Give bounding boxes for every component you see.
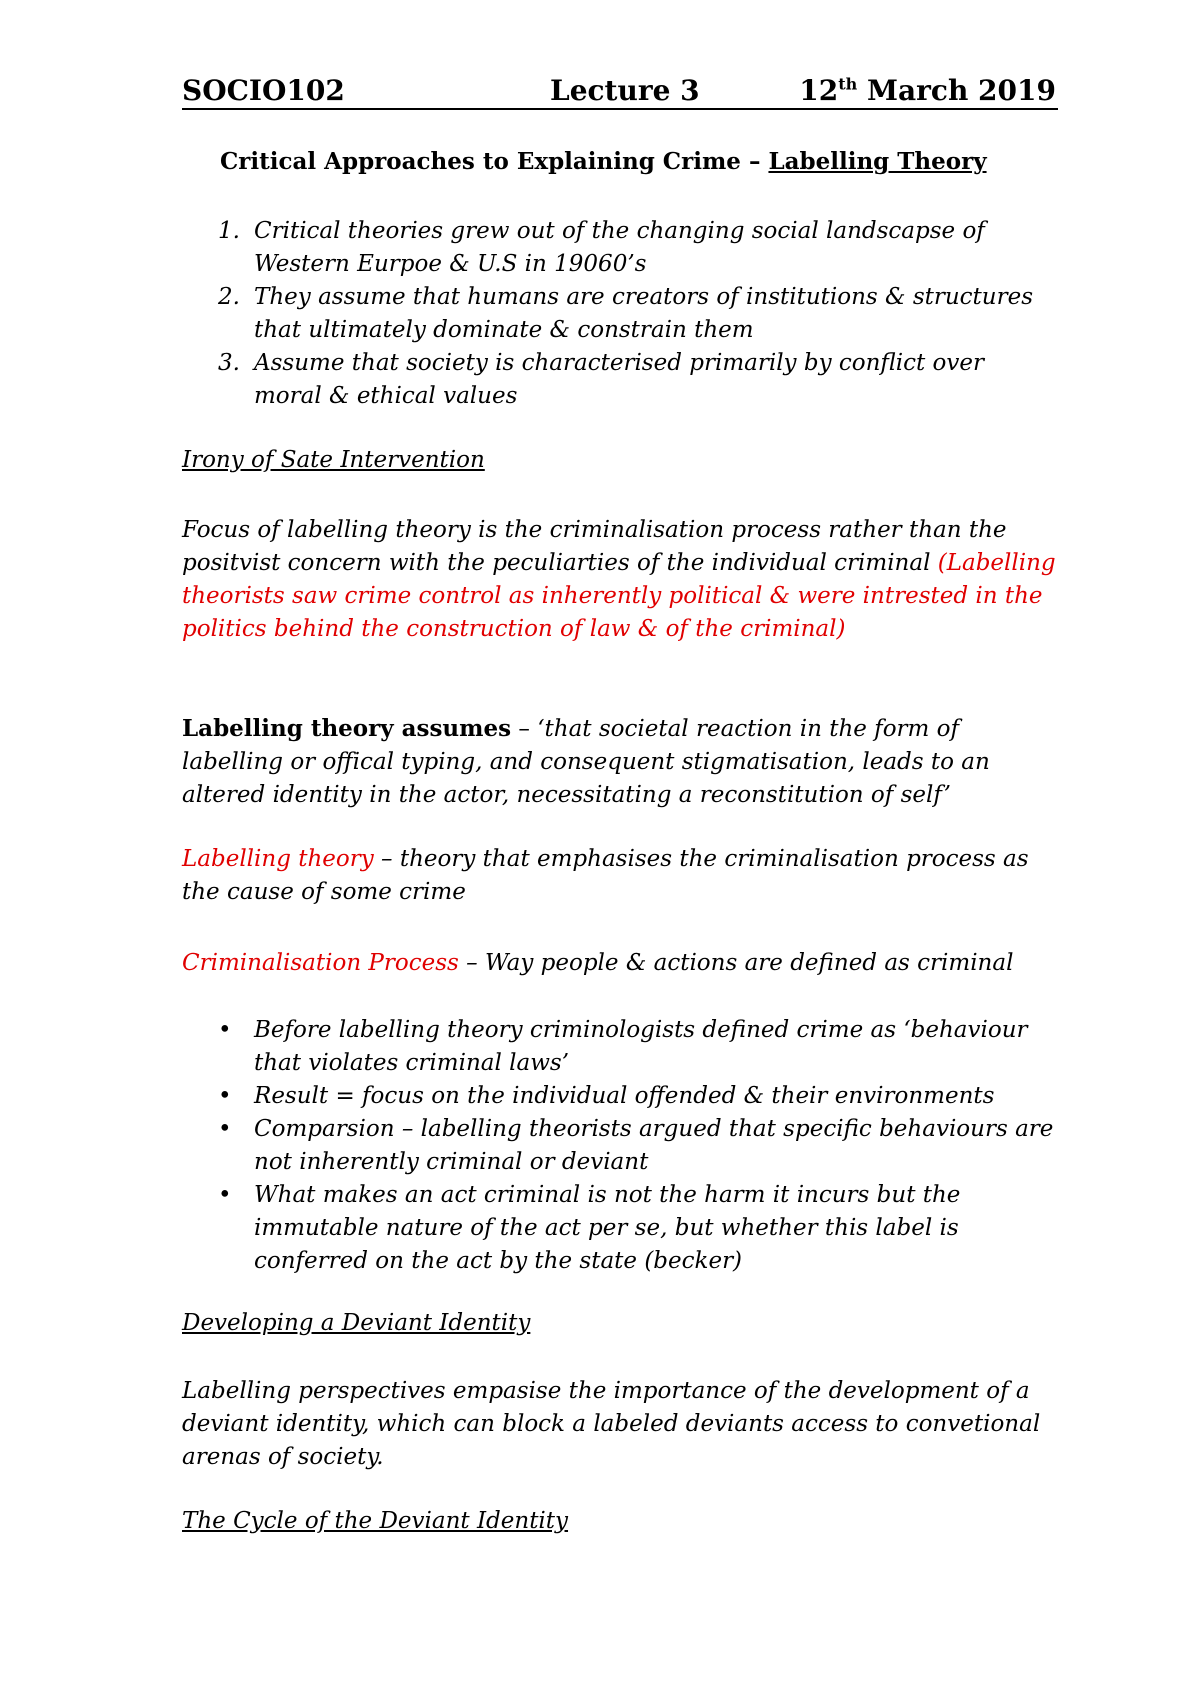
definition-labelling-theory [182, 843, 1062, 909]
list-item [218, 281, 1048, 347]
focus-text: Focus of labelling theory is the criminalisation process rather than the positvist concern with the peculiarties of the individual criminal [182, 517, 1007, 576]
page-title [220, 148, 987, 175]
list-item [218, 1113, 1068, 1179]
bullet-text: Before labelling theory criminologists defined crime as ‘behaviour that violates criminal laws’ [254, 1017, 1028, 1076]
list-item [218, 1179, 1068, 1278]
bullet-text: Result = focus on the individual offended & their environments [254, 1083, 995, 1109]
list-item [218, 1014, 1068, 1080]
deviant-identity-paragraph: Labelling perspectives empasise the importance of the development of a deviant identity, which can block a labeled deviants access to convetional arenas of society. [182, 1378, 1041, 1470]
focus-paragraph [182, 514, 1062, 646]
bullet-icon: • [218, 1017, 232, 1043]
bullet-list [218, 1014, 1068, 1278]
definition-term: Labelling theory [182, 846, 374, 872]
definition-text: – theory that emphasises the criminalisation process as the cause of some crime [182, 846, 1029, 905]
bullet-icon: • [218, 1182, 232, 1208]
item-text: They assume that humans are creators of institutions & structures that ultimately dominate & constrain them [254, 284, 1034, 343]
bullet-icon: • [218, 1116, 232, 1142]
title-underlined: Labelling Theory [768, 148, 987, 175]
assumes-paragraph [182, 712, 1062, 812]
list-item [218, 1080, 1068, 1113]
assumes-quote: ‘that societal reaction in the form of labelling or offical typing, and consequent stigmatisation, leads to an altered identity in the actor, necessitating a reconstitution of self’ [182, 716, 990, 808]
assumes-dash: – [511, 716, 538, 742]
list-item [218, 347, 1048, 413]
date-rest: March 2019 [857, 74, 1056, 107]
list-item [218, 215, 1048, 281]
assumes-label: Labelling theory assumes [182, 715, 512, 742]
item-number: 3. [218, 350, 240, 376]
title-prefix: Critical Approaches to Explaining Crime – [220, 148, 769, 175]
focus-note-red: (Labelling theorists saw crime control as inherently political & were intrested in the politics behind the construction of law & of the criminal) [182, 550, 1056, 642]
item-text: Critical theories grew out of the changing social landscapse of Western Eurpoe & U.S in 19060’s [254, 218, 985, 277]
date-suffix: th [838, 74, 858, 94]
item-text: Assume that society is characterised primarily by conflict over moral & ethical values [254, 350, 985, 409]
page-header [182, 70, 1058, 110]
section-heading-cycle: The Cycle of the Deviant Identity [182, 1508, 569, 1534]
section-heading-irony: Irony of Sate Intervention [182, 447, 485, 473]
bullet-text: What makes an act criminal is not the harm it incurs but the immutable nature of the act per se, but whether this label is conferred on the act by the state (becker) [254, 1182, 961, 1274]
numbered-list [218, 215, 1048, 413]
definition-criminalisation [182, 947, 1062, 980]
lecture-number: Lecture 3 [550, 74, 700, 107]
item-number: 1. [218, 218, 240, 244]
definition-text: – Way people & actions are defined as criminal [458, 950, 1014, 976]
bullet-text: Comparsion – labelling theorists argued that specific behaviours are not inherently criminal or deviant [254, 1116, 1054, 1175]
course-code: SOCIO102 [182, 74, 345, 107]
definition-term: Criminalisation Process [182, 950, 459, 976]
lecture-date [799, 74, 1056, 107]
bullet-icon: • [218, 1083, 232, 1109]
item-number: 2. [218, 284, 240, 310]
date-day: 12 [799, 74, 839, 107]
section-heading-deviant-identity: Developing a Deviant Identity [182, 1310, 531, 1336]
